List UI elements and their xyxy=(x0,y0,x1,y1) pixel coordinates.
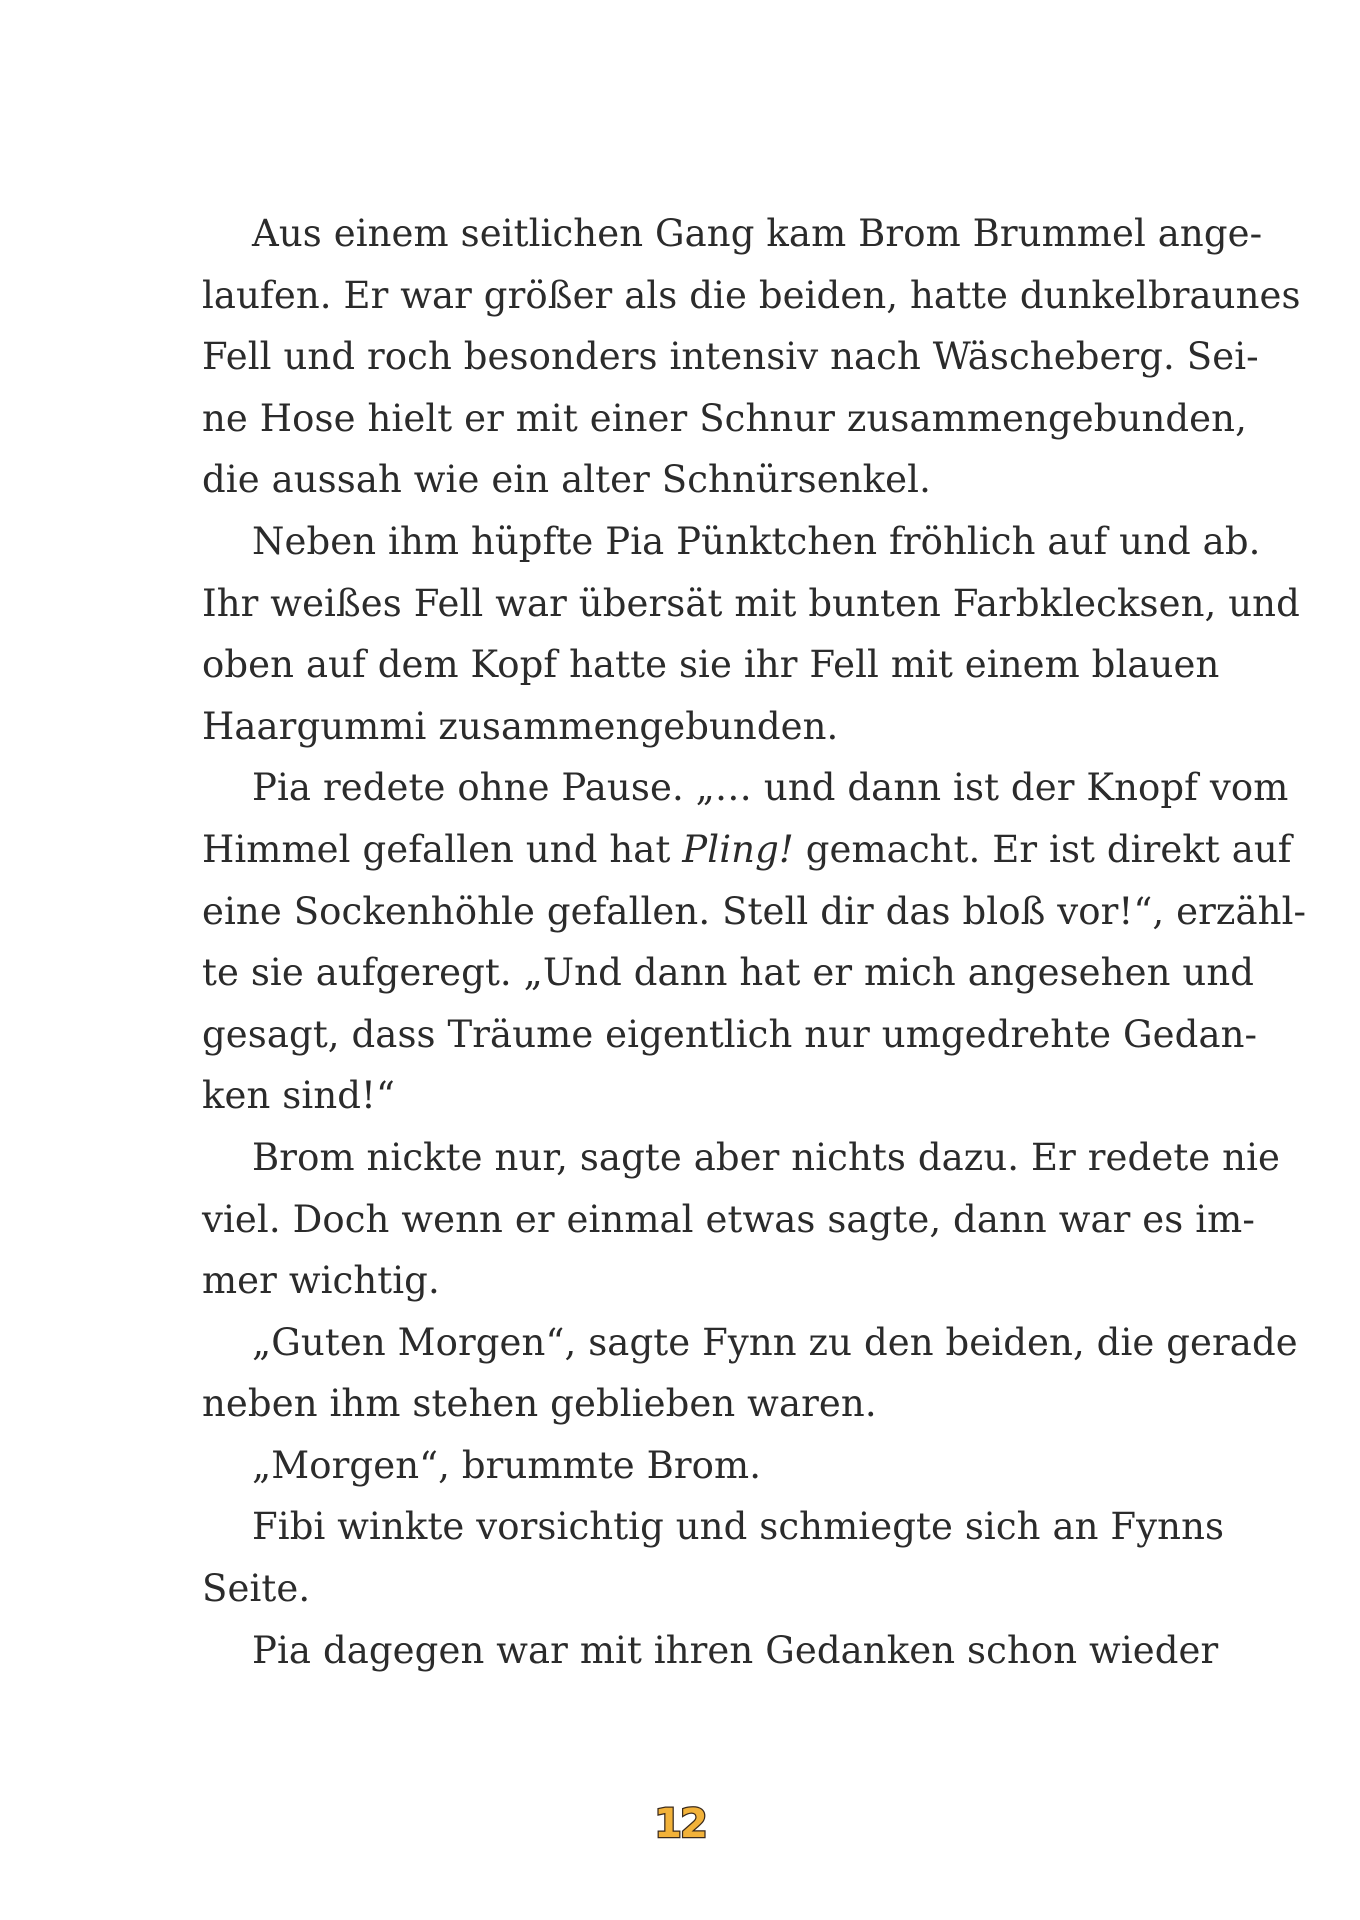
text-line: Seite. xyxy=(202,1567,311,1611)
text-line: „Guten Morgen“, sagte Fynn zu den beiden, die gerade xyxy=(252,1320,1298,1364)
text-line: neben ihm stehen geblieben waren. xyxy=(202,1382,877,1426)
text-line: eine Sockenhöhle gefallen. Stell dir das bloß vor!“, erzähl- xyxy=(202,889,1307,933)
text-line: „Morgen“, brummte Brom. xyxy=(252,1443,762,1487)
text-line: Pia dagegen war mit ihren Gedanken schon wieder xyxy=(252,1628,1219,1672)
text-line: Brom nickte nur, sagte aber nichts dazu. Er redete nie xyxy=(252,1135,1281,1179)
body-text xyxy=(202,203,1307,1681)
text-line: Himmel gefallen und hat Pling! gemacht. Er ist direkt auf xyxy=(202,827,1292,871)
text-line: te sie aufgeregt. „Und dann hat er mich angesehen und xyxy=(202,951,1255,995)
text-line: Pia redete ohne Pause. „… und dann ist der Knopf vom xyxy=(252,766,1289,810)
text-line: laufen. Er war größer als die beiden, hatte dunkelbraunes xyxy=(202,273,1301,317)
text-line: Fell und roch besonders intensiv nach Wäscheberg. Sei- xyxy=(202,335,1259,379)
text-line: oben auf dem Kopf hatte sie ihr Fell mit einem blauen xyxy=(202,643,1220,687)
text-line: gesagt, dass Träume eigentlich nur umgedrehte Gedan- xyxy=(202,1012,1258,1056)
text-line: Neben ihm hüpfte Pia Pünktchen fröhlich auf und ab. xyxy=(252,519,1261,563)
text-line: Aus einem seitlichen Gang kam Brom Brummel ange- xyxy=(252,212,1263,255)
italic-word: Pling! xyxy=(682,827,794,871)
text-line: mer wichtig. xyxy=(202,1259,440,1303)
text-line: Fibi winkte vorsichtig und schmiegte sich an Fynns xyxy=(252,1505,1225,1549)
text-line: ne Hose hielt er mit einer Schnur zusammengebunden, xyxy=(202,396,1247,440)
text-line: viel. Doch wenn er einmal etwas sagte, dann war es im- xyxy=(202,1197,1255,1241)
text-line: ken sind!“ xyxy=(202,1074,396,1118)
text-line: Haargummi zusammengebunden. xyxy=(202,704,839,748)
text-line: die aussah wie ein alter Schnürsenkel. xyxy=(202,458,931,502)
text-line: Ihr weißes Fell war übersät mit bunten Farbklecksen, und xyxy=(202,581,1300,625)
page-number: 12 xyxy=(654,1801,706,1847)
